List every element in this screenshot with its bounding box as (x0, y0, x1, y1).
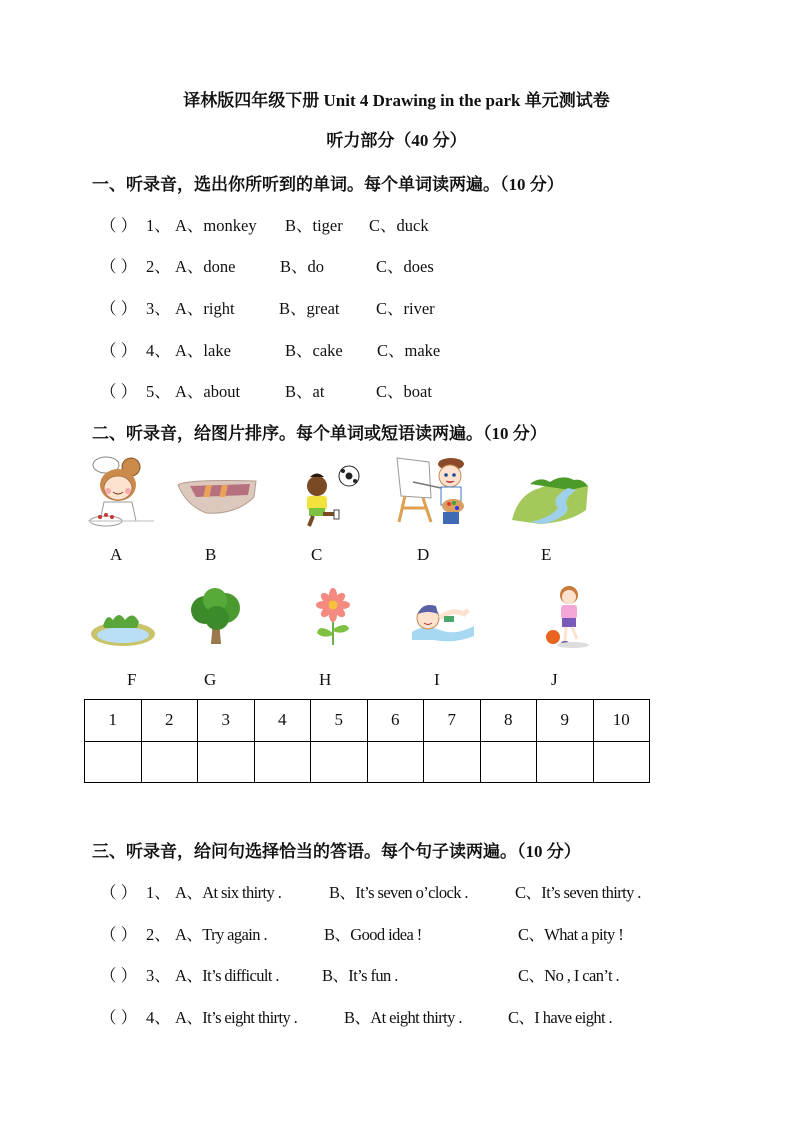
option-a: A、done (175, 257, 236, 276)
option-a: A、right (175, 299, 235, 318)
answer-cell[interactable] (424, 741, 481, 783)
picture-label-b: B (205, 545, 217, 564)
answer-bracket[interactable]: （ ） (100, 341, 138, 360)
section3-heading: 三、听录音，给问句选择恰当的答语。每个句子读两遍。（10 分） (92, 842, 581, 861)
section1-heading: 一、听录音，选出你所听到的单词。每个单词读两遍。（10 分） (92, 175, 564, 194)
chef-girl-cake-icon (86, 455, 156, 530)
answer-cell[interactable] (141, 741, 198, 783)
answer-bracket[interactable]: （ ） (100, 216, 138, 235)
river-icon (510, 474, 590, 526)
picture-label-i: I (434, 670, 440, 689)
answer-order-table (84, 699, 650, 783)
option-a: A、At six thirty . (175, 883, 282, 902)
option-b: B、At eight thirty . (344, 1008, 462, 1027)
table-header-cell: 6 (367, 700, 424, 742)
picture-label-c: C (311, 545, 323, 564)
boy-kicking-football-icon (297, 462, 363, 530)
option-b: B、tiger (285, 216, 343, 235)
option-b: B、at (285, 382, 325, 401)
answer-cell[interactable] (254, 741, 311, 783)
tree-icon (187, 588, 247, 646)
table-header-cell: 5 (311, 700, 368, 742)
picture-label-e: E (541, 545, 552, 564)
question-number: 1、 (146, 883, 171, 902)
option-b: B、do (280, 257, 325, 276)
section2-heading: 二、听录音，给图片排序。每个单词或短语读两遍。（10 分） (92, 424, 547, 443)
option-a: A、It’s difficult . (175, 966, 279, 985)
option-a: A、lake (175, 341, 231, 360)
page-subtitle: 听力部分（40 分） (326, 131, 467, 150)
answer-cell[interactable] (85, 741, 142, 783)
answer-cell[interactable] (198, 741, 255, 783)
rowboat-icon (176, 475, 260, 517)
picture-label-a: A (110, 545, 123, 564)
answer-bracket[interactable]: （ ） (100, 883, 138, 902)
picture-label-j: J (551, 670, 558, 689)
table-header-cell: 9 (537, 700, 594, 742)
answer-cell[interactable] (367, 741, 424, 783)
picture-label-h: H (319, 670, 332, 689)
table-header-cell: 1 (85, 700, 142, 742)
boy-painting-easel-icon (393, 454, 473, 530)
table-header-cell: 10 (593, 700, 650, 742)
option-c: C、What a pity ! (518, 925, 624, 944)
question-number: 3、 (146, 299, 171, 318)
question-number: 2、 (146, 925, 171, 944)
option-a: A、monkey (175, 216, 257, 235)
answer-bracket[interactable]: （ ） (100, 257, 138, 276)
table-header-cell: 2 (141, 700, 198, 742)
option-c: C、river (376, 299, 435, 318)
page-title: 译林版四年级下册 Unit 4 Drawing in the park 单元测试卷 (183, 91, 610, 110)
option-a: A、about (175, 382, 241, 401)
question-number: 4、 (146, 341, 171, 360)
question-number: 2、 (146, 257, 171, 276)
table-answer-row (85, 741, 650, 783)
answer-cell[interactable] (537, 741, 594, 783)
boy-swimming-icon (410, 596, 478, 646)
option-c: C、duck (369, 216, 429, 235)
option-c: C、No , I can’t . (518, 966, 619, 985)
table-header-cell: 3 (198, 700, 255, 742)
option-c: C、boat (376, 382, 432, 401)
picture-label-d: D (417, 545, 430, 564)
answer-bracket[interactable]: （ ） (100, 299, 138, 318)
option-c: C、make (377, 341, 441, 360)
table-header-row (85, 700, 650, 742)
option-c: C、It’s seven thirty . (515, 883, 641, 902)
question-number: 1、 (146, 216, 171, 235)
option-b: B、great (279, 299, 340, 318)
answer-cell[interactable] (311, 741, 368, 783)
picture-label-g: G (204, 670, 217, 689)
option-b: B、cake (285, 341, 343, 360)
answer-bracket[interactable]: （ ） (100, 966, 138, 985)
option-b: B、Good idea ! (324, 925, 422, 944)
table-header-cell: 4 (254, 700, 311, 742)
answer-bracket[interactable]: （ ） (100, 1008, 138, 1027)
option-b: B、It’s fun . (322, 966, 398, 985)
option-c: C、I have eight . (508, 1008, 613, 1027)
table-header-cell: 7 (424, 700, 481, 742)
option-b: B、It’s seven o’clock . (329, 883, 468, 902)
girl-playing-ball-icon (541, 583, 599, 649)
table-header-cell: 8 (480, 700, 537, 742)
question-number: 3、 (146, 966, 171, 985)
question-number: 5、 (146, 382, 171, 401)
answer-cell[interactable] (593, 741, 650, 783)
flower-icon (313, 587, 353, 647)
lake-icon (89, 608, 157, 648)
picture-label-f: F (127, 670, 137, 689)
option-a: A、It’s eight thirty . (175, 1008, 298, 1027)
question-number: 4、 (146, 1008, 171, 1027)
option-c: C、does (376, 257, 434, 276)
answer-bracket[interactable]: （ ） (100, 382, 138, 401)
option-a: A、Try again . (175, 925, 267, 944)
answer-cell[interactable] (480, 741, 537, 783)
answer-bracket[interactable]: （ ） (100, 925, 138, 944)
